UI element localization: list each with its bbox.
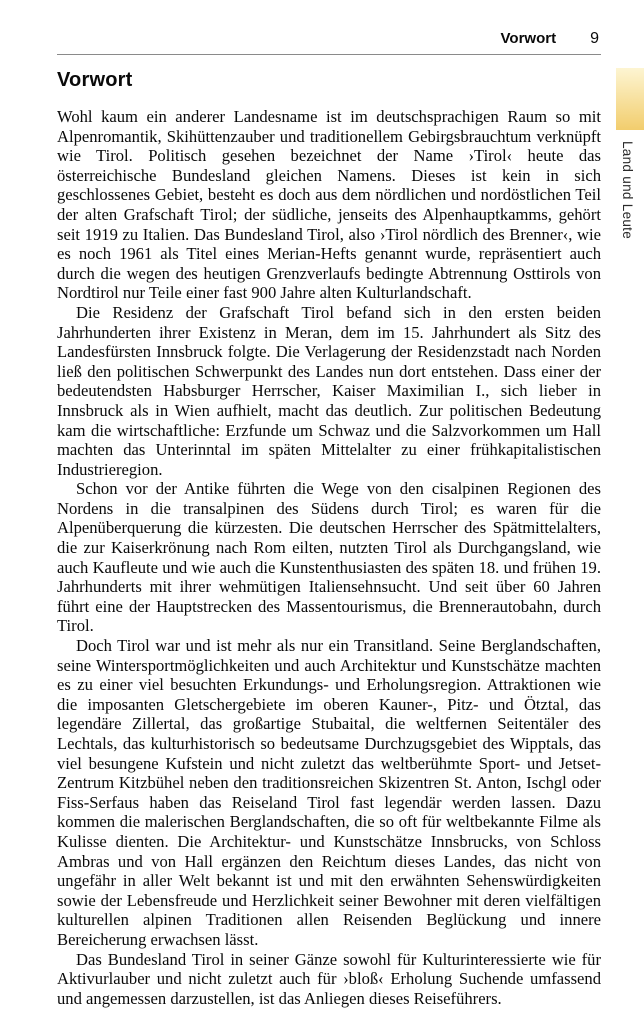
header-rule [57, 54, 601, 55]
paragraph-1: Wohl kaum ein anderer Landesname ist im deutschsprachigen Raum so mit Alpenromantik, Skihüttenzauber und traditionellem Gebirgsbrauchtum verknüpft wie Tirol. Politisch gesehen bezeichnet der Name ›Tirol‹ heute das österreichische Bundesland gleichen Namens. Dieses ist kein in sich geschlossenes Gebiet, besteht es doch aus dem nördlichen und nordöstlichen Teil der alten Grafschaft Tirol; der südliche, jenseits des Alpenhauptkamms, gehört seit 1919 zu Italien. Das Bundesland Tirol, also ›Tirol nördlich des Brenner‹, wie es noch 1961 als Titel eines Merian-Hefts genannt wurde, repräsentiert auch durch die wegen des heutigen Grenzverlaufs bedingte Abtrennung Osttirols von Nordtirol nur Teile einer fast 900 Jahre alten Kulturlandschaft. [57, 107, 601, 303]
paragraph-2: Die Residenz der Grafschaft Tirol befand sich in den ersten beiden Jahrhunderten ihrer Existenz in Meran, dem im 15. Jahrhundert als Sitz des Landesfürsten Innsbruck folgte. Die Verlagerung der Residenzstadt nach Norden ließ den politischen Schwerpunkt des Landes nun dort entstehen. Dass einer der bedeutendsten Habsburger Herrscher, Kaiser Maximilian I., sich lieber in Innsbruck als in Wien aufhielt, macht das deutlich. Zur politischen Bedeutung kam die wirtschaftliche: Erzfunde um Schwaz und die Salzvorkommen um Hall machten das Unterinntal im späten Mittelalter zu einer frühkapitalistischen Industrieregion. [57, 302, 601, 479]
page-number: 9 [590, 30, 599, 47]
body-text [57, 107, 601, 1008]
paragraph-5: Das Bundesland Tirol in seiner Gänze sowohl für Kulturinteressierte wie für Aktivurlauber und nicht zuletzt auch für ›bloß‹ Erholung Suchende umfassend und angemessen darzustellen, ist das Anliegen dieses Reiseführers. [57, 949, 601, 1008]
chapter-title: Vorwort [57, 69, 133, 91]
section-tab-label: Land und Leute [620, 141, 635, 240]
section-tab-color-block [616, 68, 644, 130]
paragraph-4: Doch Tirol war und ist mehr als nur ein Transitland. Seine Berglandschaften, seine Wintersportmöglichkeiten und auch Architektur und Kunstschätze machten es zu einer viel besuchten Erkundungs- und Erholungsregion. Attraktionen wie die imposanten Gletschergebiete im oberen Kauner-, Pitz- und Ötztal, das legendäre Zillertal, das großartige Stubaital, die weltfernen Seitentäler des Lechtals, das kulturhistorisch so bedeutsame Durchzugsgebiet des Wipptals, das viel besungene Kufstein und nicht zuletzt das weltberühmte Sport- und Jetset-Zentrum Kitzbühel neben den traditionsreichen Skizentren St. Anton, Ischgl oder Fiss-Serfaus haben das Reiseland Tirol fast legendär werden lassen. Dazu kommen die malerischen Berglandschaften, die so oft für weltbekannte Filme als Kulisse dienten. Die Architektur- und Kunstschätze Innsbrucks, von Schloss Ambras und von Hall ergänzen den Reichtum dieses Landes, das nicht von ungefähr in aller Welt bekannt ist und mit den erwähnten Sehenswürdigkeiten sowie der Lebensfreude und Herzlichkeit seiner Bewohner mit deren vielfältigen kulturellen alpinen Traditionen allen Reisenden Beglückung und innere Bereicherung erwachsen lässt. [57, 636, 601, 949]
running-header-title: Vorwort [500, 30, 557, 47]
paragraph-3: Schon vor der Antike führten die Wege von den cisalpinen Regionen des Nordens in die transalpinen des Südens durch Tirol; es waren für die Alpenüberquerung die kürzesten. Die deutschen Herrscher des Spätmittelalters, die zur Kaiserkrönung nach Rom eilten, nutzten Tirol als Durchgangsland, wie auch Kaufleute und wie auch die Kunstenthusiasten des späten 18. und frühen 19. Jahrhunderts mit ihrer wehmütigen Italiensehnsucht. Und seit über 60 Jahren führt eine der Hauptstrecken des Massentourismus, die Brennerautobahn, durch Tirol. [57, 479, 601, 636]
page-header [57, 30, 601, 48]
